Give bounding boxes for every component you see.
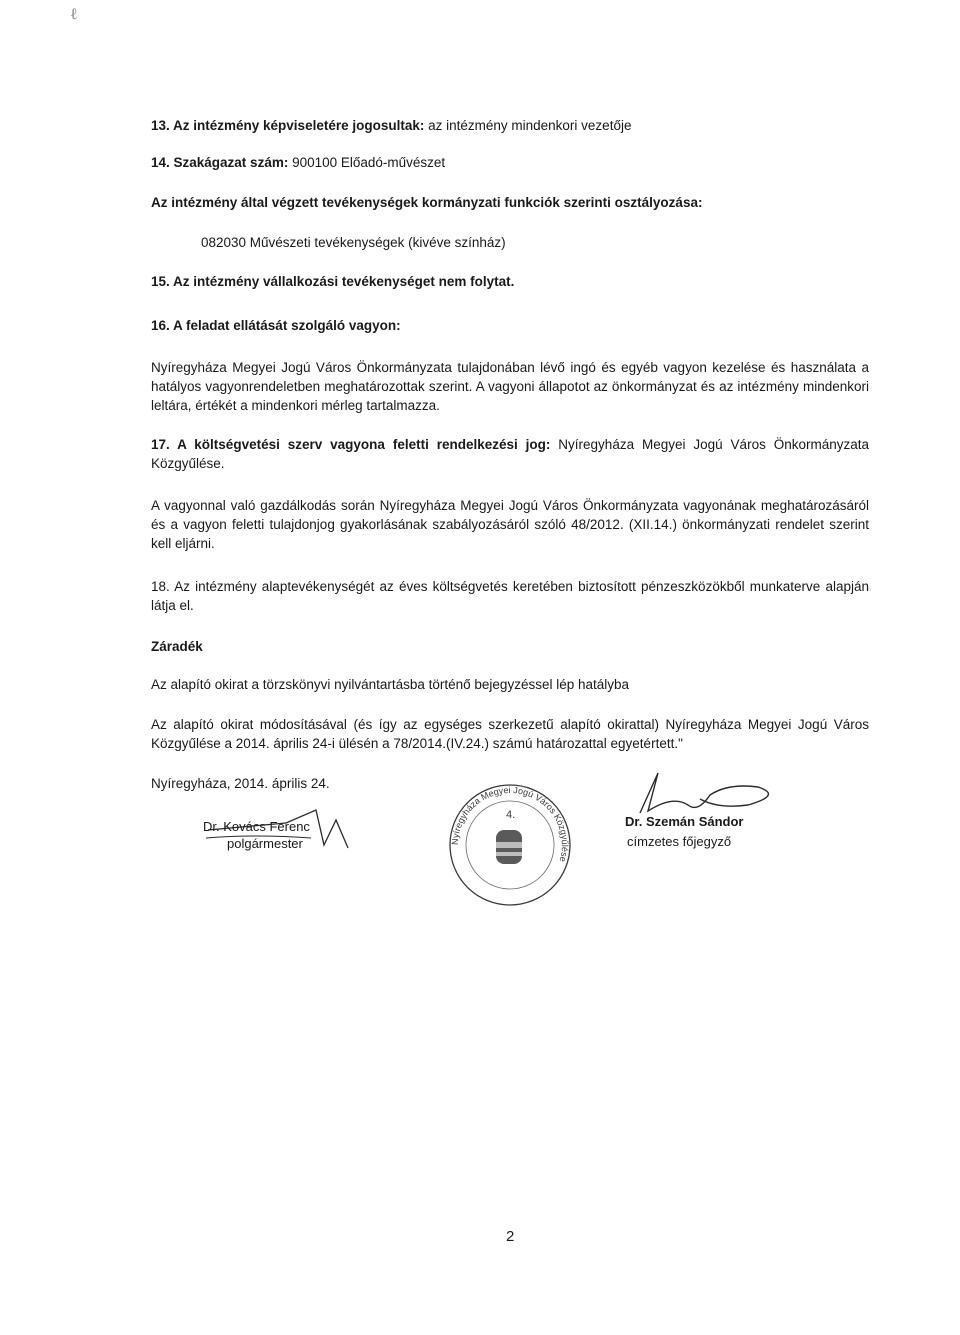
margin-mark: ℓ bbox=[70, 4, 78, 23]
stamp-number: 4. bbox=[506, 809, 516, 821]
item-17-label: 17. A költségvetési szerv vagyona feletti rendelkezési jog: bbox=[151, 437, 551, 452]
item-17-paragraph: A vagyonnal való gazdálkodás során Nyíregyháza Megyei Jogú Város Önkormányzata vagyonának meghatározásáról és a vagyon feletti tulajdonjog gyakorlásának szabályozásáról szóló 48/2012. (XII.14.) önkormányzati rendelet szerint kell eljárni. bbox=[151, 498, 869, 551]
page-number: 2 bbox=[506, 1228, 515, 1245]
item-14-label: 14. Szakágazat szám: bbox=[151, 155, 289, 170]
right-signatory-title: címzetes főjegyző bbox=[627, 834, 732, 849]
item-15: 15. Az intézmény vállalkozási tevékenységet nem folytat. bbox=[151, 274, 515, 289]
item-14 bbox=[151, 154, 866, 171]
item-16-heading: 16. A feladat ellátását szolgáló vagyon: bbox=[151, 318, 401, 333]
stamp-ring-text: Nyíregyháza Megyei Jogú Város Közgyűlése bbox=[449, 784, 571, 864]
right-signatory-name: Dr. Szemán Sándor bbox=[625, 814, 744, 829]
item-14-heading: Az intézmény által végzett tevékenységek kormányzati funkciók szerinti osztályozása: bbox=[151, 195, 703, 210]
place-date: Nyíregyháza, 2014. április 24. bbox=[151, 776, 330, 791]
item-17-text: Nyíregyháza Megyei Jogú Város Önkormányzata Közgyűlése. bbox=[151, 437, 870, 471]
item-16-text: Nyíregyháza Megyei Jogú Város Önkormányzata tulajdonában lévő ingó és egyéb vagyon kezelése és használata a hatályos vagyonrendeletben meghatározottak szerint. A vagyoni állapotot az önkormányzat és az intézmény mindenkori leltára, értékét a mindenkori mérleg tartalmazza. bbox=[151, 360, 869, 413]
item-14-functional-code: 082030 Művészeti tevékenységek (kivéve színház) bbox=[201, 235, 506, 250]
closing-line-1: Az alapító okirat a törzskönyvi nyilvántartásba történő bejegyzéssel lép hatályba bbox=[151, 677, 630, 692]
item-14-text: 900100 Előadó-művészet bbox=[288, 155, 446, 170]
item-18: 18. Az intézmény alaptevékenységét az éves költségvetés keretében biztosított pénzeszközökből munkaterve alapján látja el. bbox=[151, 579, 869, 613]
closing-heading: Záradék bbox=[151, 639, 203, 654]
official-stamp bbox=[440, 780, 580, 910]
item-13-text: az intézmény mindenkori vezetője bbox=[424, 118, 632, 133]
item-13-label: 13. Az intézmény képviseletére jogosultak: bbox=[151, 118, 425, 133]
left-signatory-title: polgármester bbox=[227, 836, 303, 851]
closing-line-2: Az alapító okirat módosításával (és így az egységes szerkezetű alapító okirattal) Nyíregyháza Megyei Jogú Város Közgyűlése a 2014. április 24-i ülésén a 78/2014.(IV.24.) számú határozattal egyetértett." bbox=[151, 717, 869, 751]
item-17 bbox=[151, 435, 869, 473]
left-signatory-name: Dr. Kovács Ferenc bbox=[203, 819, 310, 834]
item-13 bbox=[151, 117, 866, 134]
